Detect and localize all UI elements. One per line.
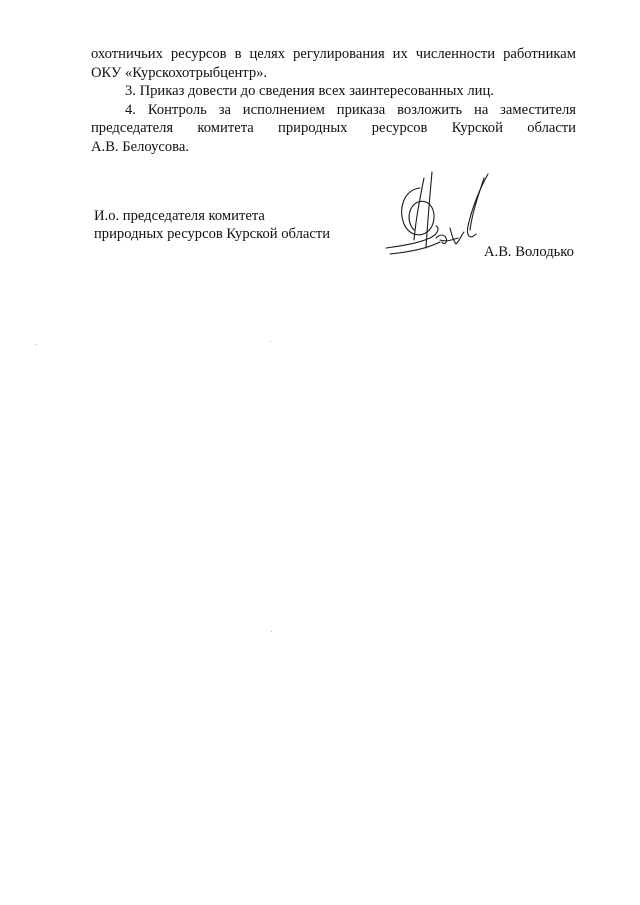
- signer-name: А.В. Володько: [484, 244, 574, 260]
- scan-artifact: [271, 631, 272, 632]
- handwritten-signature: [380, 168, 492, 260]
- scan-artifact: [36, 344, 37, 345]
- text-line: председателя комитета природных ресурсов Курской области: [91, 120, 576, 136]
- signer-title-line: И.о. председателя комитета: [94, 208, 265, 224]
- text-line: охотничьих ресурсов в целях регулирования их численности работникам: [91, 46, 576, 62]
- text-line: 4. Контроль за исполнением приказа возложить на заместителя: [125, 101, 576, 118]
- text-line: А.В. Белоусова.: [91, 138, 189, 155]
- signer-title-line: природных ресурсов Курской области: [94, 226, 331, 242]
- text-line: 3. Приказ довести до сведения всех заинтересованных лиц.: [125, 83, 494, 99]
- text-line: ОКУ «Курскохотрыбцентр».: [91, 64, 268, 81]
- scan-artifact: [270, 341, 271, 342]
- signature-block: [0, 0, 640, 300]
- signer-title: [94, 207, 330, 243]
